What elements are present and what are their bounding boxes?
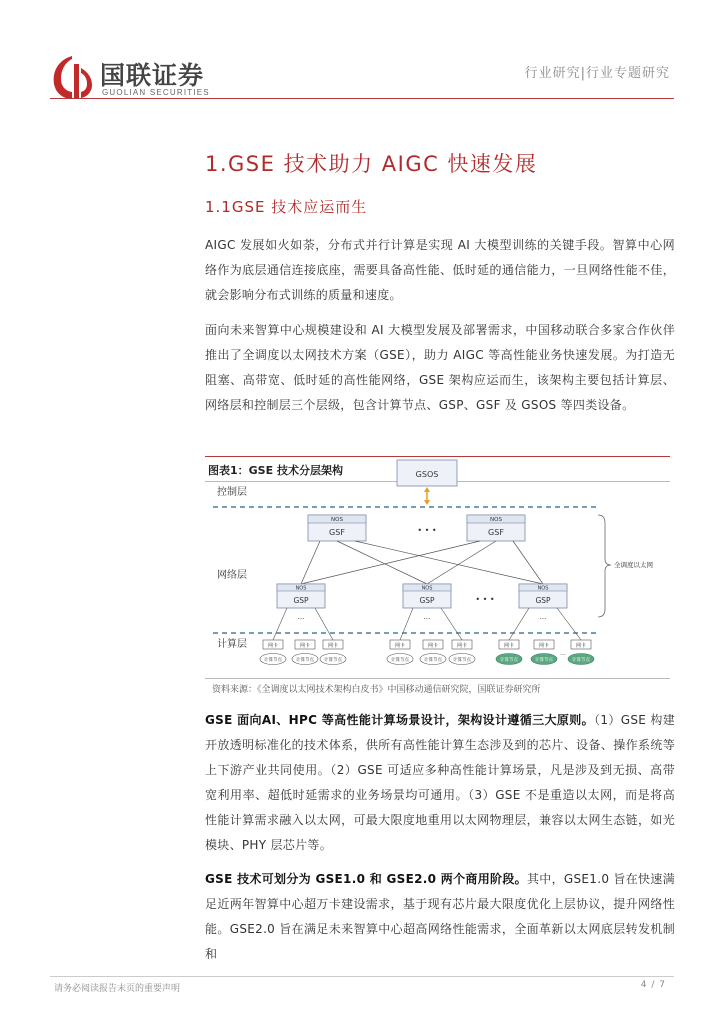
header-divider xyxy=(50,98,674,99)
nic-8: 网卡 xyxy=(538,643,550,649)
gsp-1-nos: NOS xyxy=(295,585,307,592)
gsf-right xyxy=(467,515,525,541)
node-dots: ... xyxy=(560,650,566,657)
paragraph-3 xyxy=(205,708,675,858)
gsp-2-dots: ... xyxy=(423,613,431,621)
nic-1: 网卡 xyxy=(267,643,279,649)
brace-label: 全调度以太网 xyxy=(614,561,653,569)
nic-3: 网卡 xyxy=(327,643,339,649)
gsos-label: GSOS xyxy=(415,470,439,479)
node-3: 计算节点 xyxy=(324,658,342,663)
section-heading: 1.GSE 技术助力 AIGC 快速发展 xyxy=(205,152,538,176)
gsp-3-dots: ... xyxy=(539,613,547,621)
nic-5: 网卡 xyxy=(427,643,439,649)
node-1: 计算节点 xyxy=(264,658,282,663)
node-9: 计算节点 xyxy=(572,658,590,663)
gsos-arrow-down-icon xyxy=(424,500,430,505)
guolian-logo-icon xyxy=(50,54,94,100)
brand-logo xyxy=(50,54,240,104)
figure-title: 图表1：GSE 技术分层架构 xyxy=(208,464,343,477)
nic-4: 网卡 xyxy=(394,643,406,649)
node-8: 计算节点 xyxy=(535,658,553,663)
nic-9: 网卡 xyxy=(575,643,587,649)
gsf-left-nos: NOS xyxy=(331,517,343,523)
compute-node-group xyxy=(260,640,594,665)
figure-top-rule xyxy=(205,456,670,457)
gsp-2-nos: NOS xyxy=(421,585,433,592)
node-2: 计算节点 xyxy=(296,658,314,663)
layer-network-label: 网络层 xyxy=(217,570,247,581)
gsp-3-nos: NOS xyxy=(537,585,549,592)
gsp-ellipsis: • • • xyxy=(475,595,495,604)
nic-7: 网卡 xyxy=(503,643,515,649)
figure-source: 资料来源：《全调度以太网技术架构白皮书》中国移动通信研究院，国联证券研究所 xyxy=(212,685,541,695)
gsp-2 xyxy=(403,584,451,608)
paragraph-2: 面向未来智算中心规模建设和 AI 大模型发展及部署需求，中国移动联合多家合作伙伴推出了全调度以太网技术方案（GSE），助力 AIGC 等高性能业务快速发展。为打造无阻塞、高带宽、低时延的高性能网络，GSE 架构应运而生，该架构主要包括计算层、网络层和控制层三个层级，包含计算节点、GSP、GSF 及 GSOS 等四类设备。 xyxy=(205,323,675,412)
paragraph-4-body: 其中，GSE1.0 旨在快速满足近两年智算中心超万卡建设需求，基于现有芯片最大限度优化上层协议，提升网络性能。GSE2.0 旨在满足未来智算中心超高网络性能需求，全面革新以太网底层转发机制和 xyxy=(205,872,675,961)
node-5: 计算节点 xyxy=(424,658,442,663)
nic-6: 网卡 xyxy=(456,643,468,649)
paragraph-3-body: （1）GSE 构建开放透明标准化的技术体系，供所有高性能计算生态涉及到的芯片、设备、操作系统等上下游产业共同使用。（2）GSE 可适应多种高性能计算场景，凡是涉及到无损、高带宽利用率、超低时延需求的业务场景均可通用。（3）GSE 不是重造以太网，而是将高性能计算需求融入以太网，可最大限度地重用以太网物理层，兼容以太网生态链，如光模块、PHY 层芯片等。 xyxy=(205,713,675,852)
paragraph-4-lead: GSE 技术可划分为 GSE1.0 和 GSE2.0 两个商用阶段。 xyxy=(205,872,527,886)
paragraph-4 xyxy=(205,867,675,967)
footer-disclaimer: 请务必阅读报告末页的重要声明 xyxy=(54,984,181,994)
ethernet-brace xyxy=(598,515,611,617)
gsf-left xyxy=(308,515,366,541)
page-number: 4 / 7 xyxy=(640,980,666,990)
subsection-heading: 1.1GSE 技术应运而生 xyxy=(205,198,368,216)
report-category: 行业研究|行业专题研究 xyxy=(524,66,670,81)
paragraph-1: AIGC 发展如火如荼，分布式并行计算是实现 AI 大模型训练的关键手段。智算中心网络作为底层通信连接底座，需要具备高性能、低时延的通信能力，一旦网络性能不佳，就会影响分布式训练的质量和速度。 xyxy=(205,238,675,302)
gsp-3 xyxy=(519,584,567,608)
layer-compute-label: 计算层 xyxy=(217,639,247,650)
gsf-right-label: GSF xyxy=(488,528,504,537)
gsf-ellipsis: • • • xyxy=(417,526,437,535)
node-6: 计算节点 xyxy=(453,658,471,663)
gsos-arrow-up-icon xyxy=(424,487,430,492)
gsp-2-label: GSP xyxy=(419,596,435,605)
gsp-1-label: GSP xyxy=(293,596,309,605)
nic-2: 网卡 xyxy=(299,643,311,649)
logo-chinese-text: 国联证券 xyxy=(100,61,205,90)
node-4: 计算节点 xyxy=(391,658,409,663)
footer-divider xyxy=(50,976,674,977)
gsp-1 xyxy=(277,584,325,608)
mesh-links xyxy=(301,541,543,584)
gsf-left-label: GSF xyxy=(329,528,345,537)
figure-bottom-rule xyxy=(205,678,670,679)
gsp-3-label: GSP xyxy=(535,596,551,605)
paragraph-3-lead: GSE 面向AI、HPC 等高性能计算场景设计，架构设计遵循三大原则。 xyxy=(205,713,594,727)
gsp-1-dots: ... xyxy=(297,613,305,621)
logo-english-text: GUOLIAN SECURITIES xyxy=(102,88,210,97)
node-7: 计算节点 xyxy=(500,658,518,663)
gsf-right-nos: NOS xyxy=(490,517,502,523)
layer-control-label: 控制层 xyxy=(217,487,247,498)
